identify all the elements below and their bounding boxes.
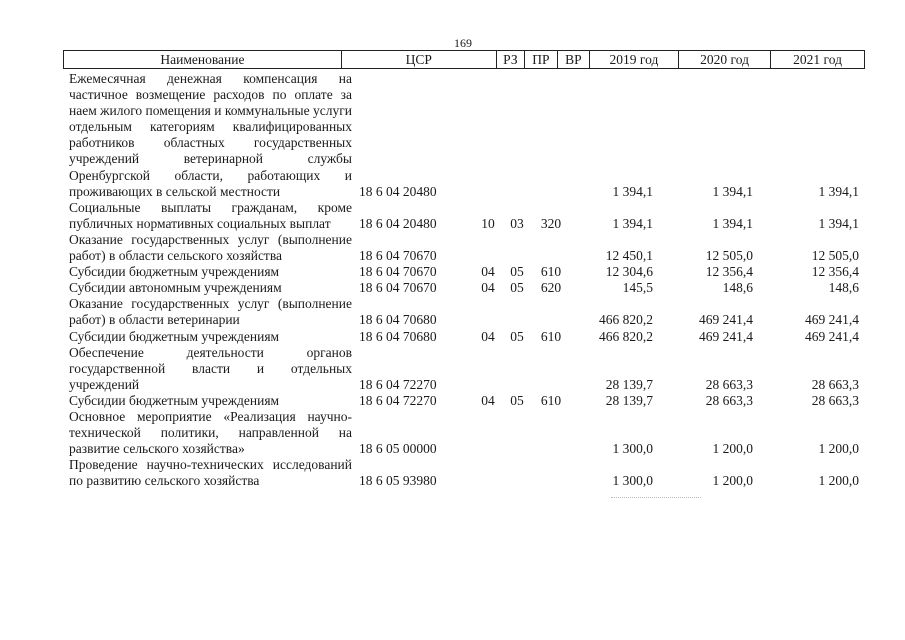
row-csr: 18 6 05 93980 (359, 473, 437, 489)
row-2019-value: 145,5 (622, 280, 653, 296)
table-row (63, 232, 865, 264)
row-pr: 05 (510, 280, 524, 296)
row-2020-value: 12 505,0 (705, 248, 753, 264)
row-name: Оказание государственных услуг (выполнение работ) в области сельского хозяйства (69, 231, 352, 264)
row-csr: 18 6 04 70670 (359, 280, 437, 296)
row-name: Оказание государственных услуг (выполнение работ) в области ветеринарии (69, 296, 352, 328)
row-pr: 05 (510, 328, 524, 344)
row-2019-value: 466 820,2 (599, 312, 653, 328)
table-row (63, 345, 865, 393)
row-csr: 18 6 04 70670 (359, 264, 437, 280)
row-rz: 10 (481, 215, 495, 231)
row-2019-value: 1 300,0 (612, 441, 653, 457)
row-vr: 610 (540, 328, 562, 344)
header-vr: ВР (558, 51, 590, 68)
row-2019-value: 28 139,7 (605, 376, 653, 392)
row-name: Субсидии бюджетным учреждениям (69, 392, 280, 408)
row-2021-value: 1 394,1 (818, 215, 859, 231)
header-2021: 2021 год (793, 52, 842, 67)
row-2021-value: 469 241,4 (805, 312, 859, 328)
row-2021-value: 1 394,1 (818, 183, 859, 199)
row-2020-value: 1 200,0 (712, 473, 753, 489)
row-csr: 18 6 04 20480 (359, 183, 437, 199)
header-pr: ПР (525, 51, 558, 68)
row-name: Субсидии бюджетным учреждениям (69, 328, 280, 344)
row-rz: 04 (481, 328, 495, 344)
row-2020-value: 28 663,3 (705, 392, 753, 408)
row-csr: 18 6 04 20480 (359, 215, 437, 231)
row-2020-value: 469 241,4 (699, 312, 753, 328)
row-rz: 04 (481, 280, 495, 296)
row-name: Основное мероприятие «Реализация научно-технической политики, направленной на развитие сельского хозяйства» (69, 408, 352, 457)
row-vr: 320 (540, 215, 562, 231)
row-csr: 18 6 04 70680 (359, 328, 437, 344)
row-name: Субсидии автономным учреждениям (69, 280, 282, 296)
row-name: Ежемесячная денежная компенсация на частичное возмещение расходов по оплате за наем жилого помещения и коммунальные услуги отдельным категориям квалифицированных работников областных государственных учреждений ветеринарной службы Оренбургской области, работающих и проживающих в сельской местности (69, 71, 352, 199)
row-2021-value: 28 663,3 (811, 376, 859, 392)
row-name: Социальные выплаты гражданам, кроме публичных нормативных социальных выплат (69, 199, 352, 231)
row-2021-value: 469 241,4 (805, 328, 859, 344)
table-row (63, 280, 865, 296)
header-csr: ЦСР (342, 51, 497, 68)
row-2020-value: 148,6 (722, 280, 753, 296)
row-2021-value: 1 200,0 (818, 473, 859, 489)
table-row (63, 200, 865, 232)
row-2020-value: 1 394,1 (712, 215, 753, 231)
row-2019-value: 28 139,7 (605, 392, 653, 408)
row-2019-value: 466 820,2 (599, 328, 653, 344)
row-2019-value: 12 450,1 (605, 248, 653, 264)
row-csr: 18 6 04 72270 (359, 392, 437, 408)
table-row (63, 393, 865, 409)
row-2021-value: 12 505,0 (811, 248, 859, 264)
row-rz: 04 (481, 392, 495, 408)
row-pr: 03 (510, 215, 524, 231)
row-2020-value: 28 663,3 (705, 376, 753, 392)
page-number: 169 (454, 36, 472, 50)
table-row (63, 457, 865, 489)
row-vr: 620 (540, 280, 562, 296)
row-2020-value: 469 241,4 (699, 328, 753, 344)
row-vr: 610 (540, 392, 562, 408)
row-2021-value: 1 200,0 (818, 441, 859, 457)
row-name: Субсидии бюджетным учреждениям (69, 264, 280, 280)
row-2019-value: 1 300,0 (612, 473, 653, 489)
row-pr: 05 (510, 392, 524, 408)
row-2019-value: 12 304,6 (605, 264, 653, 280)
row-csr: 18 6 05 00000 (359, 441, 437, 457)
row-2020-value: 1 200,0 (712, 441, 753, 457)
row-2021-value: 148,6 (828, 280, 859, 296)
table-header (63, 50, 865, 69)
scan-artifact (611, 497, 701, 499)
row-csr: 18 6 04 70680 (359, 312, 437, 328)
header-2019: 2019 год (590, 51, 679, 68)
header-name: Наименование (64, 51, 342, 68)
table-row (63, 296, 865, 328)
row-2020-value: 12 356,4 (705, 264, 753, 280)
row-2021-value: 12 356,4 (811, 264, 859, 280)
row-csr: 18 6 04 70670 (359, 248, 437, 264)
table-row (63, 329, 865, 345)
row-pr: 05 (510, 264, 524, 280)
row-2021-value: 28 663,3 (811, 392, 859, 408)
table-row (63, 71, 865, 200)
row-name: Обеспечение деятельности органов государственной власти и отдельных учреждений (69, 344, 352, 392)
row-vr: 610 (540, 264, 562, 280)
row-name: Проведение научно-технических исследований по развитию сельского хозяйства (69, 457, 352, 489)
table-body (63, 71, 865, 489)
row-2019-value: 1 394,1 (612, 215, 653, 231)
row-csr: 18 6 04 72270 (359, 376, 437, 392)
row-2019-value: 1 394,1 (612, 183, 653, 199)
header-2020: 2020 год (679, 51, 771, 68)
table-row (63, 264, 865, 280)
row-rz: 04 (481, 264, 495, 280)
header-rz: РЗ (497, 51, 525, 68)
table-row (63, 409, 865, 457)
row-2020-value: 1 394,1 (712, 183, 753, 199)
